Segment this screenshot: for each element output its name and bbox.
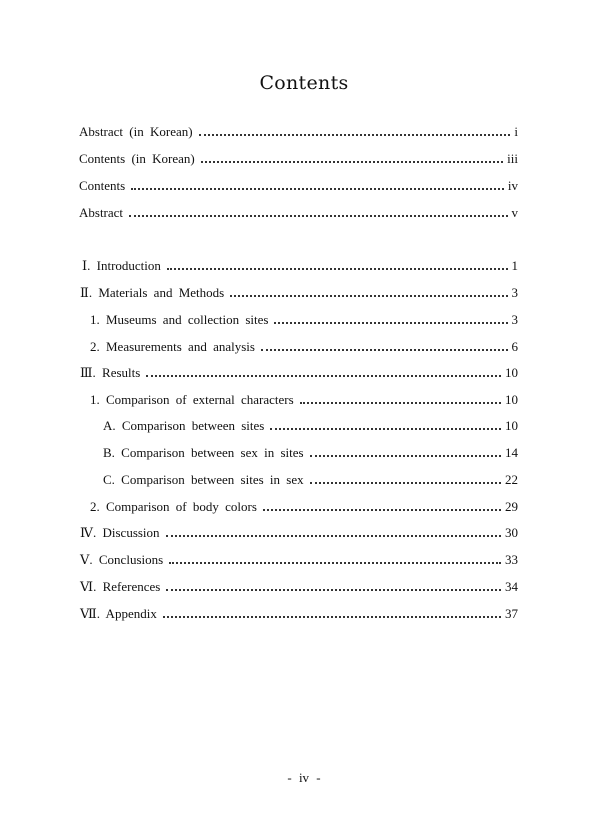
toc-entry-page: 6 bbox=[511, 339, 518, 354]
toc-entry-label: Contents bbox=[79, 178, 126, 193]
toc-entry-label: Ⅰ. Introduction bbox=[82, 258, 161, 273]
toc-entry-materials-methods[interactable] bbox=[80, 281, 518, 301]
toc-entry-appendix[interactable] bbox=[80, 602, 518, 622]
toc-entry-page: 3 bbox=[511, 312, 518, 327]
toc-entry-page: 10 bbox=[505, 418, 518, 433]
toc-entry-label: 2. Comparison of body colors bbox=[90, 499, 257, 514]
toc-dot-leader bbox=[129, 215, 507, 217]
toc-entry-label: Ⅶ. Appendix bbox=[80, 606, 157, 621]
toc-entry-page: 29 bbox=[505, 499, 518, 514]
toc-entry-page: 10 bbox=[505, 392, 518, 407]
toc-entry-page: 14 bbox=[505, 445, 518, 460]
page-title: Contents bbox=[259, 72, 349, 94]
toc-entry-label: Ⅴ. Conclusions bbox=[80, 552, 164, 567]
toc-entry-conclusions[interactable] bbox=[80, 548, 518, 568]
toc-dot-leader bbox=[146, 375, 501, 377]
toc-dot-leader bbox=[263, 509, 501, 511]
toc-entry-sites-in-sex[interactable] bbox=[103, 468, 518, 488]
toc-entry-label: C. Comparison between sites in sex bbox=[103, 472, 304, 487]
toc-entry-label: A. Comparison between sites bbox=[103, 418, 265, 433]
toc-dot-leader bbox=[261, 349, 508, 351]
toc-entry-between-sites[interactable] bbox=[103, 414, 518, 434]
toc-dot-leader bbox=[230, 295, 507, 297]
toc-entry-page: 33 bbox=[505, 552, 518, 567]
toc-entry-page: 30 bbox=[505, 525, 518, 540]
toc-entry-abstract[interactable] bbox=[79, 201, 518, 221]
page-number: - iv - bbox=[287, 770, 321, 785]
toc-entry-contents-korean[interactable] bbox=[79, 147, 518, 167]
toc-entry-abstract-korean[interactable] bbox=[79, 120, 518, 140]
toc-dot-leader bbox=[310, 482, 501, 484]
toc-entry-page: iii bbox=[507, 151, 518, 166]
toc-dot-leader bbox=[199, 134, 511, 136]
toc-entry-label: Ⅳ. Discussion bbox=[80, 525, 160, 540]
toc-entry-label: 1. Museums and collection sites bbox=[90, 312, 269, 327]
toc-dot-leader bbox=[166, 589, 501, 591]
toc-entry-page: 22 bbox=[505, 472, 518, 487]
toc-entry-discussion[interactable] bbox=[80, 521, 518, 541]
toc-dot-leader bbox=[131, 188, 504, 190]
toc-entry-label: 2. Measurements and analysis bbox=[90, 339, 255, 354]
toc-entry-page: 34 bbox=[505, 579, 518, 594]
toc-entry-page: 3 bbox=[511, 285, 518, 300]
toc-entry-label: Abstract (in Korean) bbox=[79, 124, 193, 139]
toc-dot-leader bbox=[300, 402, 501, 404]
toc-entry-page: iv bbox=[507, 178, 518, 193]
toc-entry-label: Ⅱ. Materials and Methods bbox=[80, 285, 225, 300]
toc-entry-label: B. Comparison between sex in sites bbox=[103, 445, 304, 460]
toc-entry-museums-sites[interactable] bbox=[90, 308, 518, 328]
toc-entry-label: Abstract bbox=[79, 205, 124, 220]
toc-entry-label: 1. Comparison of external characters bbox=[90, 392, 294, 407]
toc-entry-page: v bbox=[511, 205, 518, 220]
toc-entry-introduction[interactable] bbox=[82, 254, 518, 274]
toc-entry-measurements-analysis[interactable] bbox=[90, 335, 518, 355]
toc-entry-sex-in-sites[interactable] bbox=[103, 441, 518, 461]
toc-dot-leader bbox=[167, 268, 508, 270]
toc-entry-references[interactable] bbox=[80, 575, 518, 595]
toc-entry-external-characters[interactable] bbox=[90, 388, 518, 408]
toc-dot-leader bbox=[166, 535, 501, 537]
toc-entry-label: Ⅵ. References bbox=[80, 579, 161, 594]
toc-dot-leader bbox=[310, 455, 501, 457]
toc-dot-leader bbox=[169, 562, 501, 564]
toc-entry-results[interactable] bbox=[80, 361, 518, 381]
toc-entry-page: i bbox=[514, 124, 518, 139]
toc-entry-page: 10 bbox=[505, 365, 518, 380]
toc-entry-page: 1 bbox=[511, 258, 518, 273]
toc-entry-label: Ⅲ. Results bbox=[80, 365, 141, 380]
toc-dot-leader bbox=[201, 161, 503, 163]
toc-dot-leader bbox=[163, 616, 501, 618]
toc-entry-page: 37 bbox=[505, 606, 518, 621]
toc-dot-leader bbox=[270, 428, 501, 430]
toc-entry-body-colors[interactable] bbox=[90, 495, 518, 515]
toc-entry-contents[interactable] bbox=[79, 174, 518, 194]
toc-dot-leader bbox=[274, 322, 507, 324]
toc-entry-label: Contents (in Korean) bbox=[79, 151, 195, 166]
